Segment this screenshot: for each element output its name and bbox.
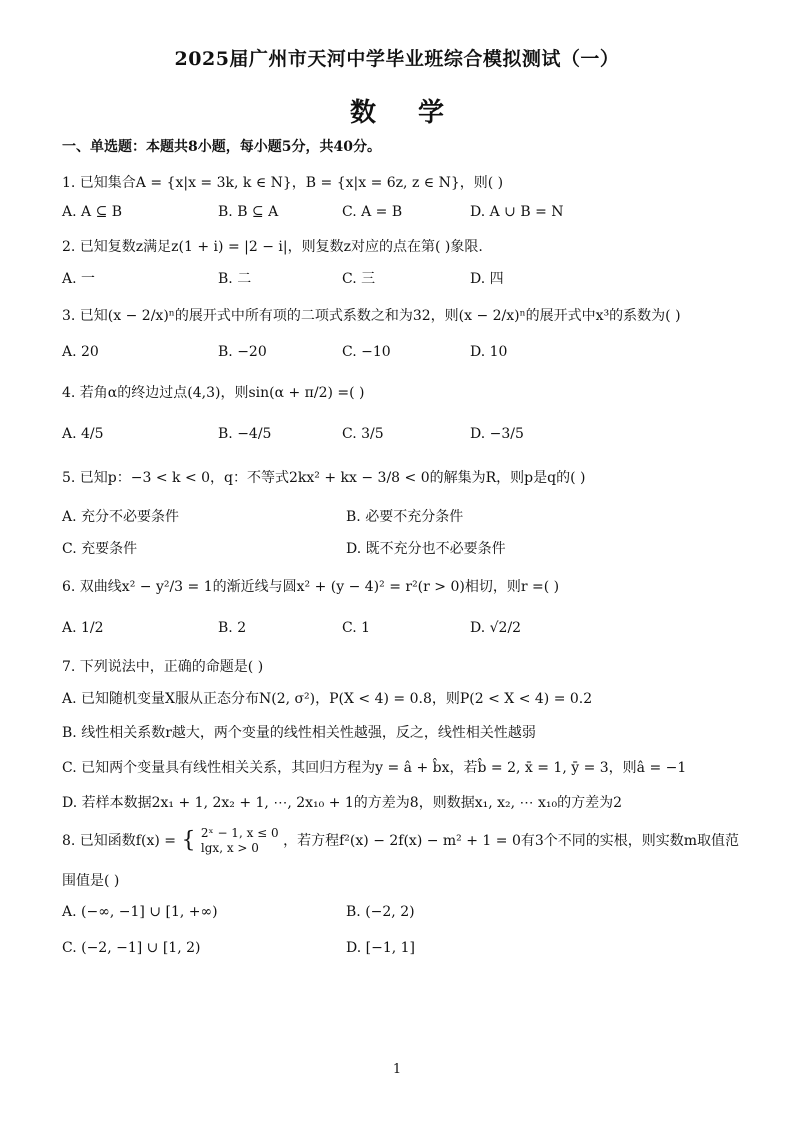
q3-option-a: A. 20 — [62, 344, 99, 360]
q8-stem-suffix: ，若方程f²(x) − 2f(x) − m² + 1 = 0有3个不同的实根，则实数m取值范 — [283, 833, 740, 849]
q2-option-a: A. 一 — [62, 271, 96, 287]
q3-option-c: C. −10 — [342, 344, 391, 360]
q8-stem-prefix: 8. 已知函数f(x) = — [62, 833, 176, 849]
q7-option-a: A. 已知随机变量X服从正态分布N(2, σ²)，P(X < 4) = 0.8，则P(2 < X < 4) = 0.2 — [62, 691, 593, 707]
question-7-stem: 7. 下列说法中，正确的命题是( ) — [62, 659, 264, 675]
q5-option-b: B. 必要不充分条件 — [346, 509, 464, 525]
q2-option-b: B. 二 — [218, 271, 252, 287]
q6-option-c: C. 1 — [342, 620, 371, 636]
q6-option-b: B. 2 — [218, 620, 247, 636]
brace-icon: { — [181, 828, 196, 853]
q1-option-c: C. A = B — [342, 204, 403, 220]
question-8-continuation: 围值是( ) — [62, 873, 120, 889]
page-number: 1 — [392, 1062, 402, 1077]
q7-option-d: D. 若样本数据2x₁ + 1, 2x₂ + 1, ⋯, 2x₁₀ + 1的方差为8，则数据x₁, x₂, ⋯ x₁₀的方差为2 — [62, 795, 622, 811]
q5-option-d: D. 既不充分也不必要条件 — [346, 541, 506, 557]
q1-option-a: A. A ⊆ B — [62, 204, 123, 220]
q4-option-c: C. 3/5 — [342, 426, 384, 442]
q8-piece-2: lgx, x > 0 — [200, 841, 259, 855]
q5-option-c: C. 充要条件 — [62, 541, 138, 557]
q8-piece-1: 2ˣ − 1, x ≤ 0 — [200, 826, 279, 840]
q3-option-d: D. 10 — [470, 344, 508, 360]
q1-option-b: B. B ⊆ A — [218, 204, 279, 220]
q8-option-d: D. [−1, 1] — [346, 940, 415, 956]
section-heading: 一、单选题：本题共8小题，每小题5分，共40分。 — [62, 139, 381, 155]
q4-option-d: D. −3/5 — [470, 426, 524, 442]
exam-title: 2025届广州市天河中学毕业班综合模拟测试（一） — [174, 48, 620, 70]
q5-option-a: A. 充分不必要条件 — [62, 509, 180, 525]
q8-option-b: B. (−2, 2) — [346, 904, 415, 920]
piecewise-cases — [201, 826, 279, 856]
question-6-stem: 6. 双曲线x² − y²/3 = 1的渐近线与圆x² + (y − 4)² = r²(r > 0)相切，则r =( ) — [62, 579, 560, 595]
q8-option-a: A. (−∞, −1] ∪ [1, +∞) — [62, 904, 218, 920]
q8-option-c: C. (−2, −1] ∪ [1, 2) — [62, 940, 201, 956]
q4-option-a: A. 4/5 — [62, 426, 104, 442]
question-1-stem: 1. 已知集合A = {x|x = 3k, k ∈ N}，B = {x|x = 6z, z ∈ N}，则( ) — [62, 175, 504, 191]
q1-option-d: D. A ∪ B = N — [470, 204, 564, 220]
q2-option-d: D. 四 — [470, 271, 504, 287]
question-8-stem — [62, 826, 739, 856]
question-2-stem: 2. 已知复数z满足z(1 + i) = |2 − i|，则复数z对应的点在第( )象限. — [62, 239, 483, 255]
question-3-stem: 3. 已知(x − 2/x)ⁿ的展开式中所有项的二项式系数之和为32，则(x − 2/x)ⁿ的展开式中x³的系数为( ) — [62, 308, 681, 324]
q6-option-a: A. 1/2 — [62, 620, 104, 636]
q2-option-c: C. 三 — [342, 271, 376, 287]
q7-option-c: C. 已知两个变量具有线性相关关系，其回归方程为y = â + b̂x，若b̂ = 2, x̄ = 1, ȳ = 3，则â = −1 — [62, 760, 687, 776]
q7-option-b: B. 线性相关系数r越大，两个变量的线性相关性越强，反之，线性相关性越弱 — [62, 725, 536, 741]
q6-option-d: D. √2/2 — [470, 620, 522, 636]
question-4-stem: 4. 若角α的终边过点(4,3)，则sin(α + π/2) =( ) — [62, 385, 365, 401]
question-5-stem: 5. 已知p：−3 < k < 0，q：不等式2kx² + kx − 3/8 < 0的解集为R，则p是q的( ) — [62, 470, 586, 486]
subject-title: 数学 — [349, 98, 486, 128]
q4-option-b: B. −4/5 — [218, 426, 272, 442]
q3-option-b: B. −20 — [218, 344, 267, 360]
